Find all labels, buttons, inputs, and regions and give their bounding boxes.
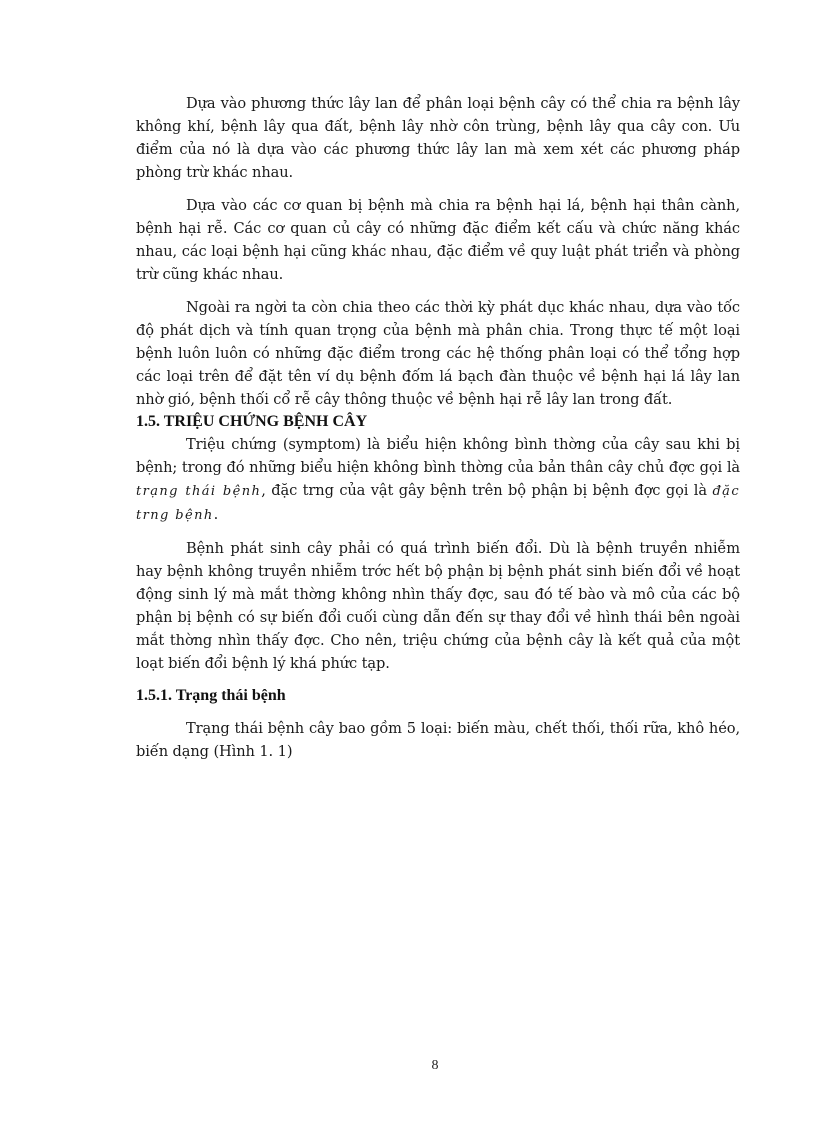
page-number: 8 [431, 1058, 439, 1073]
paragraph-organs: Dựa vào các cơ quan bị bệnh mà chia ra bệnh hại lá, bệnh hại thân cành, bệnh hại rễ. Các cơ quan củ cây có những đặc điểm kết cấu và chức năng khác nhau, các loại bệnh hại cũng khác nhau, đặc điểm về quy luật phát triển và phòng trừ cũng khác nhau. [136, 197, 740, 283]
page-content [136, 92, 740, 773]
term-disease-state: trạng thái bệnh [136, 484, 262, 499]
paragraph-disease-change: Bệnh phát sinh cây phải có quá trình biến đổi. Dù là bệnh truyền nhiễm hay bệnh không truyền nhiễm trớc hết bộ phận bị bệnh phát sinh biến đổi về hoạt động sinh lý mà mắt thờng không nhìn thấy đợc, sau đó tế bào và mô của các bộ phận bị bệnh có sự biến đổi cuối cùng dẫn đến sự thay đổi về hình thái bên ngoài mắt thờng nhìn thấy đợc. Cho nên, triệu chứng của bệnh cây là kết quả của một loạt biến đổi bệnh lý khá phức tạp. [136, 540, 740, 672]
paragraph-disease-state: Trạng thái bệnh cây bao gồm 5 loại: biến màu, chết thối, thối rữa, khô héo, biến dạng (Hình 1. 1) [136, 720, 740, 760]
paragraph-symptom-definition [136, 433, 740, 527]
symptom-text-3: . [213, 506, 219, 523]
paragraph-other-classification: Ngoài ra ngời ta còn chia theo các thời kỳ phát dục khác nhau, dựa vào tốc độ phát dịch và tính quan trọng của bệnh mà phân chia. Trong thực tế một loại bệnh luôn luôn có những đặc điểm trong các hệ thống phân loại có thể tổng hợp các loại trên để đặt tên ví dụ bệnh đốm lá bạch đàn thuộc về bệnh hại lá lây lan nhờ gió, bệnh thối cổ rễ cây thông thuộc về bệnh hại rễ lây lan trong đất. [136, 299, 740, 408]
subsection-heading: 1.5.1. Trạng thái bệnh [136, 687, 286, 704]
section-heading: 1.5. TRIỆU CHỨNG BỆNH CÂY [136, 413, 368, 430]
term-disease-characteristic: đặc trng bệnh [136, 484, 741, 523]
symptom-text-2: , đặc trng của vật gây bệnh trên bộ phận bị bệnh đợc gọi là [261, 482, 713, 499]
paragraph-transmission: Dựa vào phương thức lây lan để phân loại bệnh cây có thể chia ra bệnh lây không khí, bệnh lây qua đất, bệnh lây nhờ côn trùng, bệnh lây qua cây con. Ưu điểm của nó là dựa vào các phương thức lây lan mà xem xét các phương pháp phòng trừ khác nhau. [136, 95, 740, 181]
symptom-text-1: Triệu chứng (symptom) là biểu hiện không bình thờng của cây sau khi bị bệnh; trong đó những biểu hiện không bình thờng của bản thân cây chủ đợc gọi là [136, 436, 740, 476]
